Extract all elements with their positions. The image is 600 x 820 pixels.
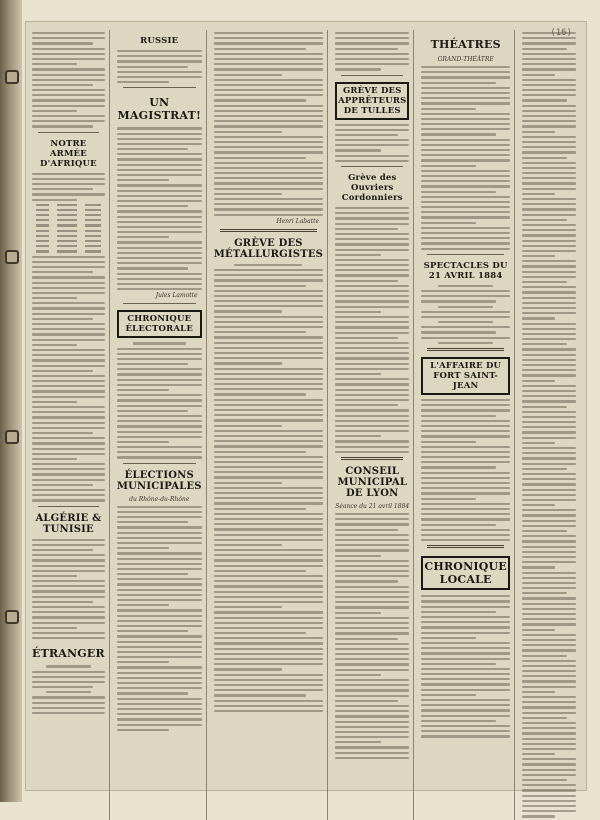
heading-conseil: CONSEIL MUNICIPAL DE LYON: [337, 466, 408, 499]
heading-magistrat: UN MAGISTRAT!: [117, 96, 201, 123]
heading-metallurgistes: GRÈVE DES MÉTALLURGISTES: [213, 237, 324, 260]
column-5: [421, 30, 514, 820]
column-3: [214, 30, 328, 820]
heading-fort: L'AFFAIRE DU FORT SAINT-JEAN: [421, 357, 509, 395]
heading-locale: CHRONIQUE LOCALE: [421, 556, 509, 590]
newspaper-page: [26, 22, 586, 790]
page-binding: [0, 0, 22, 802]
heading-cordonniers: Grève des Ouvriers Cordonniers: [341, 173, 403, 203]
column-6: [522, 30, 580, 820]
heading-etranger: ÉTRANGER: [32, 647, 105, 661]
subheading-elections: du Rhône-du-Rhône: [129, 495, 190, 503]
heading-spectacles: SPECTACLES DU 21 AVRIL 1884: [423, 260, 508, 281]
heading-afrique: NOTRE ARMÉE D'AFRIQUE: [40, 138, 97, 169]
heading-algerie: ALGÉRIE & TUNISIE: [35, 512, 102, 535]
columns: [32, 30, 580, 784]
subheading-conseil: Séance du 21 avril 1884: [335, 503, 410, 510]
column-4: [335, 30, 414, 820]
heading-theatres: THÉATRES: [430, 38, 501, 51]
heading-apprets: GRÈVE DES APPRÊTEURS DE TULLES: [335, 82, 409, 120]
heading-elections: ÉLECTIONS MUNICIPALES: [116, 469, 202, 492]
subheading-theatres: GRAND-THÉÂTRE: [437, 56, 494, 63]
heading-electorale: CHRONIQUE ÉLECTORALE: [117, 310, 202, 338]
binding-clip: [5, 250, 19, 264]
binding-clip: [5, 610, 19, 624]
heading-russie: RUSSIE: [140, 36, 179, 46]
signature-metallurgistes: Henri Labatte: [276, 217, 320, 225]
statistics-table: [36, 204, 101, 253]
column-2: [117, 30, 207, 820]
signature-magistrat: Jules Lamotte: [155, 292, 198, 300]
binding-clip: [5, 430, 19, 444]
column-1: [32, 30, 110, 820]
binding-clip: [5, 70, 19, 84]
